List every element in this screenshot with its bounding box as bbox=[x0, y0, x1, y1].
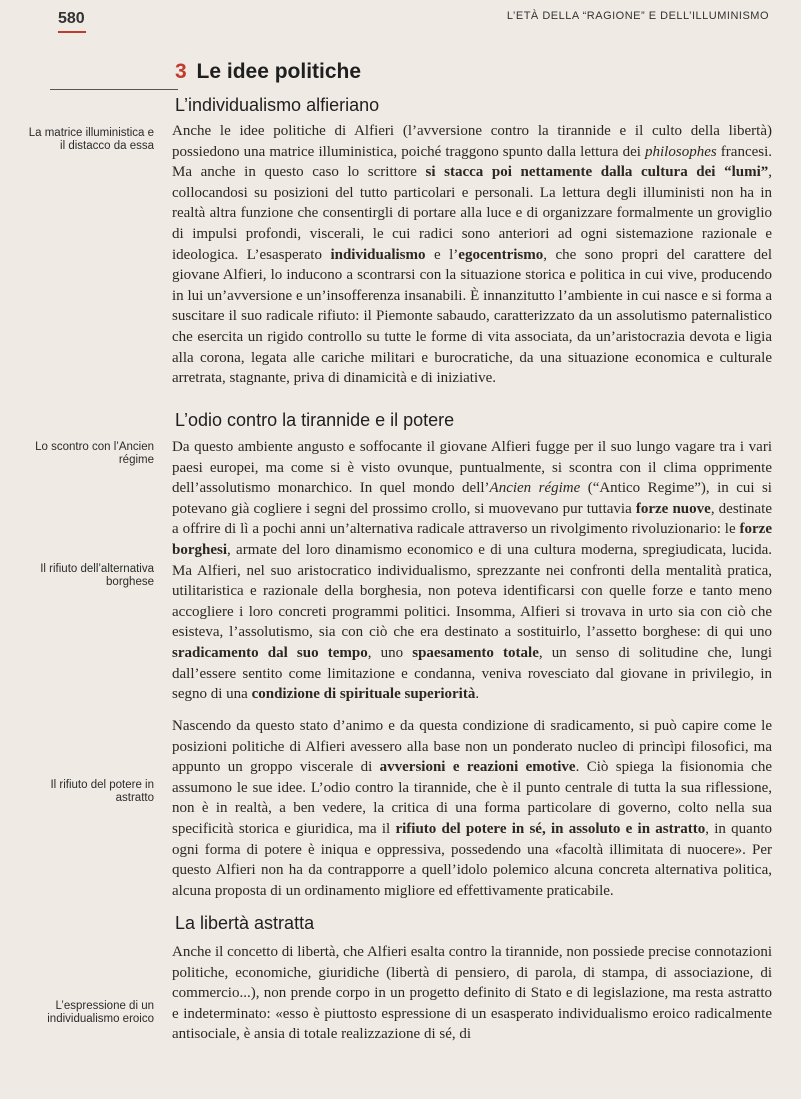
page-number: 580 bbox=[58, 10, 85, 27]
margin-note-matrice: La matrice illuministica e il distacco da essa bbox=[28, 127, 154, 152]
section-title: Le idee politiche bbox=[196, 60, 362, 83]
section-number: 3 bbox=[175, 60, 187, 83]
paragraph-liberta: Anche il concetto di libertà, che Alfieri esalta contro la tirannide, non possiede precise connotazioni politiche, economiche, giuridiche (libertà di pensiero, di parola, di stampa, di associazione, di commercio...), non prende corpo in un progetto definito di Stato e di legislazione, ma resta astratto e indeterminato: «esso è piuttosto espressione di un esasperato individualismo eroico radicalmente antisociale, è ansia di totale realizzazione di sé, di bbox=[172, 944, 772, 1043]
margin-note-individualismo-eroico: L’espressione di un individualismo eroico bbox=[47, 1000, 154, 1025]
section-heading bbox=[175, 60, 361, 84]
paragraph-tirannide-1: Da questo ambiente angusto e soffocante il giovane Alfieri fugge per il suo lungo vagare tra i vari paesi europei, ma come si è visto ovunque, puntualmente, si scontra con il clima opprimente dell’assolutismo monarchico. In quel mondo dell’Ancien régime (“Antico Regime”), in cui si potevano già cogliere i segni del prossimo crollo, si muovevano pur tuttavia forze nuove, destinate a offrire di lì a pochi anni un’alternativa radicale attraverso un rivolgimento rivoluzionario: le forze borghesi, armate del loro dinamismo economico e di una cultura moderna, spregiudicata, lucida. Ma Alfieri, nel suo aristocratico individualismo, sprezzante nei confronti della mentalità pratica, utilitaristica e razionale della borghesia, non poteva identificarsi con quelle forze e tanto meno accogliere i loro concreti programmi politici. Insomma, Alfieri si trovava in urto sia con ciò che esisteva, l’assolutismo, sia con ciò che era destinato a sostituirlo, l’assetto borghese: di qui uno sradicamento dal suo tempo, uno spaesamento totale, un senso di solitudine che, lungi dall’essere sentito come limitazione e condanna, veniva rovesciato dal giovane in privilegio, in segno di una condizione di spirituale superiorità. bbox=[172, 439, 772, 703]
page-number-rule bbox=[58, 31, 86, 33]
subsection-title-individualismo: L’individualismo alfieriano bbox=[175, 95, 380, 115]
subsection-title-tirannide: L’odio contro la tirannide e il potere bbox=[175, 410, 455, 430]
subsection-title-liberta: La libertà astratta bbox=[175, 913, 315, 933]
running-head: L’ETÀ DELLA “RAGIONE” E DELL’ILLUMINISMO bbox=[506, 10, 769, 22]
paragraph-tirannide-2: Nascendo da questo stato d’animo e da questa condizione di sradicamento, si può capire come le posizioni politiche di Alfieri avessero alla base non un ponderato nucleo di princìpi filosofici, ma appunto un groppo viscerale di avversioni e reazioni emotive. Ciò spiega la fisionomia che assumono le sue idee. L’odio contro la tirannide, che è il punto centrale di tutta la sua riflessione, non è in realtà, a ben vedere, la critica di una forma particolare di governo, colto nella sua specificità storica e giuridica, ma il rifiuto del potere in sé, in assoluto e in astratto, in quanto ogni forma di potere è iniqua e oppressiva, possedendo una «facoltà illimitata di nuocere». Per questo Alfieri non ha da contrapporre a quell’idolo polemico alcuna concreta alternativa politica, alcuna proposta di un ordinamento migliore ed effettivamente praticabile. bbox=[172, 718, 772, 899]
section-rule bbox=[50, 89, 178, 90]
paragraph-individualismo: Anche le idee politiche di Alfieri (l’avversione contro la tirannide e il culto della libertà) possiedono una matrice illuministica, poiché traggono spunto dalla lettura dei philosophes francesi. Ma anche in questo caso lo scrittore si stacca poi nettamente dalla cultura dei “lumi”, collocandosi su posizioni del tutto particolari e personali. La lettura degli illuministi non ha in realtà altra funzione che consentirgli di portare alla luce e di organizzare formalmente un groviglio di impulsi profondi, viscerali, le cui radici sono anteriori ad ogni sistemazione razionale e ideologica. L’esasperato individualismo e l’egocentrismo, che sono propri del carattere del giovane Alfieri, lo inducono a scontrarsi con la situazione storica e politica in cui vive, producendo in lui un’avversione e un’insofferenza insanabili. È innanzitutto l’ambiente in cui nasce e si forma a suscitare il suo radicale rifiuto: il Piemonte sabaudo, caratterizzato da un assolutismo paternalistico che esercita un rigido controllo su tutte le forme di vita associata, da un’aristocrazia devota e ligia alla corona, legata alle cariche militari e burocratiche, da una situazione economica e culturale arretrata, stagnante, priva di dinamicità e di iniziative. bbox=[172, 123, 773, 387]
margin-note-alternativa-borghese: Il rifiuto dell’alternativa borghese bbox=[40, 563, 154, 588]
margin-note-ancien-regime: Lo scontro con l’Ancien régime bbox=[35, 441, 154, 466]
margin-note-potere-astratto: Il rifiuto del potere in astratto bbox=[50, 779, 154, 804]
